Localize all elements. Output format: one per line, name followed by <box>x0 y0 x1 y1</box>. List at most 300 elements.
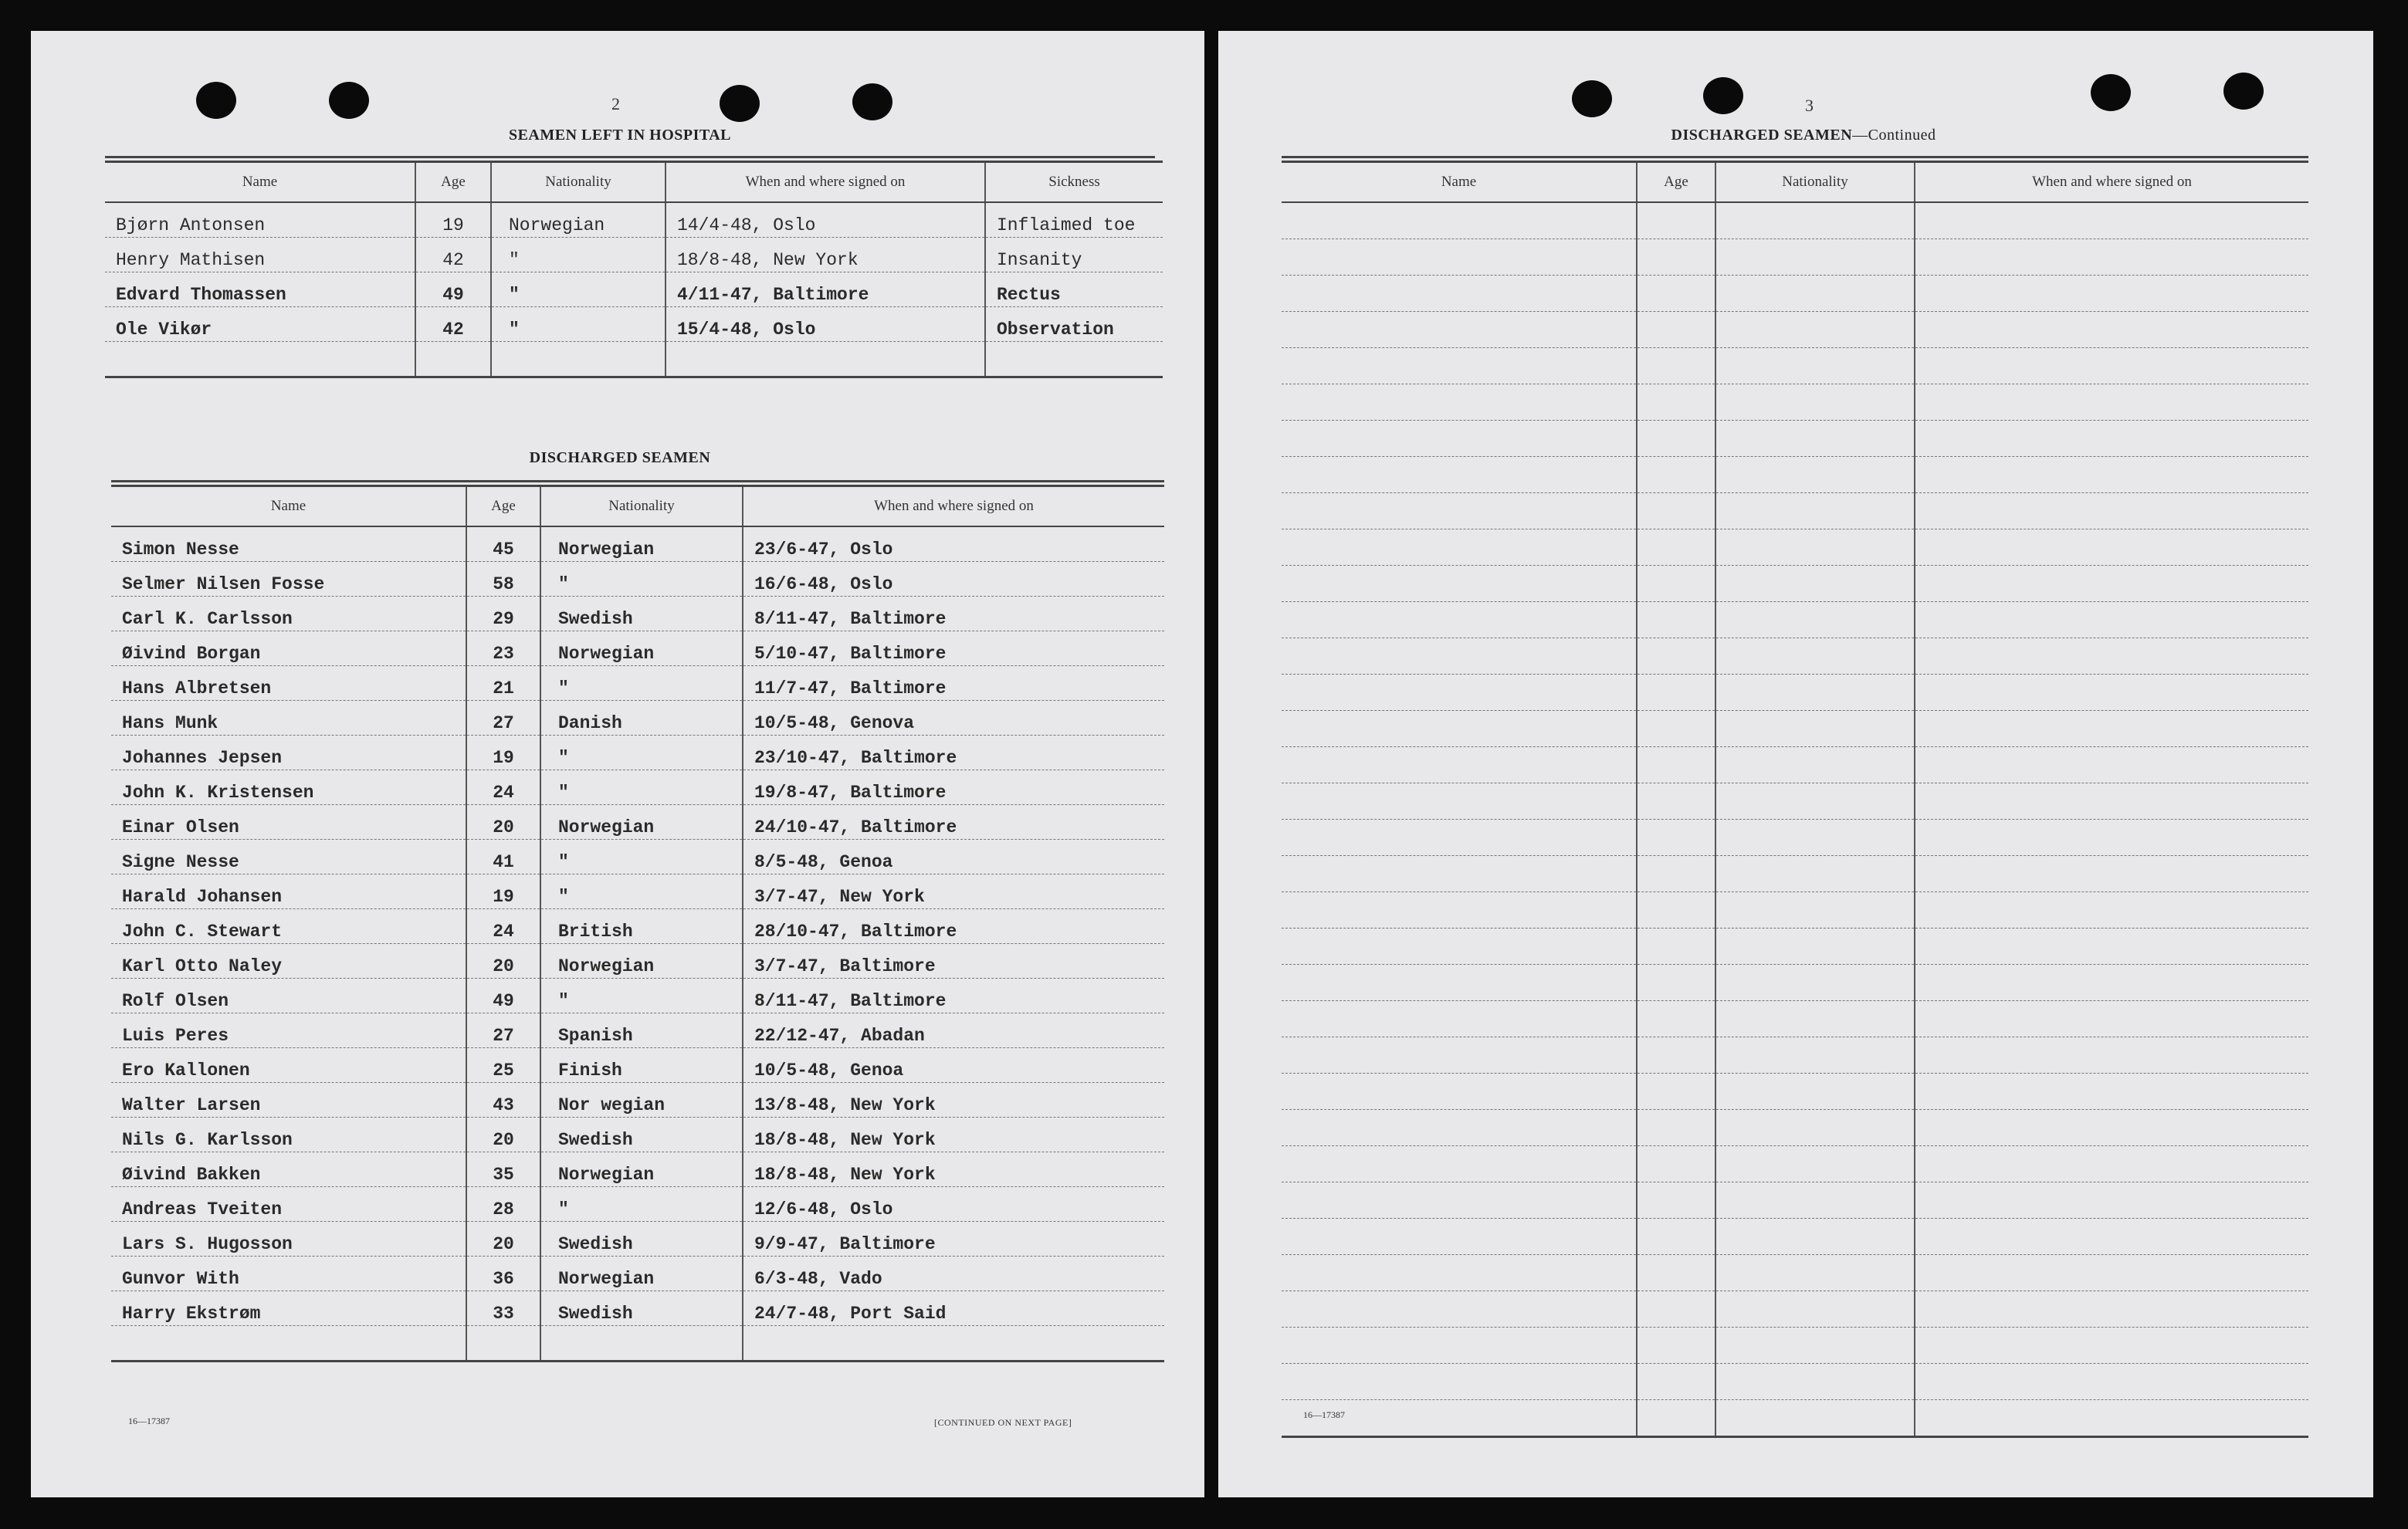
blank-cell <box>1715 1291 1915 1328</box>
page-number: 3 <box>1805 96 1814 115</box>
blank-cell <box>1637 1037 1715 1074</box>
cell-sickness: Inflaimed toe <box>985 202 1163 238</box>
table-row <box>111 1222 1164 1257</box>
blank-cell <box>1915 965 2308 1001</box>
blank-cell <box>1282 892 1637 929</box>
cell-nationality: Swedish <box>540 1291 743 1326</box>
blank-cell <box>1915 384 2308 421</box>
cell-signed: 13/8-48, New York <box>743 1083 1164 1118</box>
cell-age: 27 <box>466 1013 540 1048</box>
blank-cell <box>1915 1255 2308 1291</box>
cell-age: 41 <box>466 840 540 874</box>
table-row <box>111 526 1164 562</box>
blank-cell <box>1715 1328 1915 1364</box>
cell-nationality <box>491 342 666 377</box>
table-row <box>105 342 1163 377</box>
blank-row <box>1282 1255 2308 1291</box>
blank-cell <box>1915 747 2308 783</box>
blank-cell <box>1282 675 1637 711</box>
blank-cell <box>1282 529 1637 566</box>
blank-cell <box>1282 1146 1637 1182</box>
blank-cell <box>1715 276 1915 312</box>
blank-cell <box>1282 348 1637 384</box>
cell-signed: 3/7-47, Baltimore <box>743 944 1164 979</box>
blank-cell <box>1282 239 1637 276</box>
cell-signed: 22/12-47, Abadan <box>743 1013 1164 1048</box>
blank-cell <box>1282 856 1637 892</box>
blank-cell <box>1715 783 1915 820</box>
blank-row <box>1282 348 2308 384</box>
cell-signed: 10/5-48, Genoa <box>743 1048 1164 1083</box>
discharged-table <box>111 485 1164 1362</box>
blank-cell <box>1282 1074 1637 1110</box>
cell-nationality: " <box>491 272 666 307</box>
table-row <box>105 238 1163 272</box>
blank-cell <box>1282 1364 1637 1400</box>
blank-cell <box>1715 239 1915 276</box>
cell-signed: 23/6-47, Oslo <box>743 526 1164 562</box>
blank-row <box>1282 1400 2308 1437</box>
blank-cell <box>1915 348 2308 384</box>
blank-cell <box>1637 1400 1715 1437</box>
discharged-header-row <box>111 486 1164 527</box>
blank-cell <box>1637 348 1715 384</box>
blank-row <box>1282 384 2308 421</box>
cell-nationality: Finish <box>540 1048 743 1083</box>
blank-row <box>1282 892 2308 929</box>
blank-cell <box>1915 421 2308 457</box>
blank-cell <box>1637 783 1715 820</box>
cell-signed: 18/8-48, New York <box>743 1152 1164 1187</box>
table-row <box>111 1013 1164 1048</box>
cell-age: 49 <box>415 272 491 307</box>
cell-signed: 8/5-48, Genoa <box>743 840 1164 874</box>
cell-name: John C. Stewart <box>111 909 466 944</box>
table-row <box>111 770 1164 805</box>
cell-name: Rolf Olsen <box>111 979 466 1013</box>
blank-cell <box>1637 1364 1715 1400</box>
cell-sickness: Insanity <box>985 238 1163 272</box>
cell-name: Edvard Thomassen <box>105 272 415 307</box>
blank-cell <box>1915 929 2308 965</box>
blank-cell <box>1637 457 1715 493</box>
blank-row <box>1282 638 2308 675</box>
blank-cell <box>1915 1400 2308 1437</box>
table-row <box>111 979 1164 1013</box>
blank-row <box>1282 1146 2308 1182</box>
blank-row <box>1282 493 2308 529</box>
blank-cell <box>1915 312 2308 348</box>
cell-name: Øivind Bakken <box>111 1152 466 1187</box>
cell-nationality: " <box>491 307 666 342</box>
cell-nationality: " <box>540 736 743 770</box>
blank-cell <box>1282 638 1637 675</box>
blank-cell <box>1715 929 1915 965</box>
title-rule <box>111 480 1164 482</box>
table-row <box>111 1083 1164 1118</box>
column-header-name: Name <box>105 162 415 203</box>
blank-cell <box>1915 1146 2308 1182</box>
blank-cell <box>1637 1001 1715 1037</box>
column-header-when: When and where signed on <box>743 486 1164 527</box>
cell-sickness <box>985 342 1163 377</box>
blank-cell <box>1915 711 2308 747</box>
cell-signed: 10/5-48, Genova <box>743 701 1164 736</box>
blank-row <box>1282 1001 2308 1037</box>
blank-cell <box>1915 239 2308 276</box>
blank-row <box>1282 1037 2308 1074</box>
column-header-when: When and where signed on <box>666 162 985 203</box>
discharged-section-title: DISCHARGED SEAMEN <box>529 449 711 466</box>
cell-age: 23 <box>466 631 540 666</box>
table-row <box>111 597 1164 631</box>
cell-sickness: Observation <box>985 307 1163 342</box>
punch-hole <box>1703 77 1743 114</box>
continued-note: [CONTINUED ON NEXT PAGE] <box>934 1417 1072 1428</box>
blank-cell <box>1715 312 1915 348</box>
cell-name: Øivind Borgan <box>111 631 466 666</box>
cell-age: 20 <box>466 944 540 979</box>
cell-nationality: " <box>540 770 743 805</box>
cell-nationality: " <box>540 874 743 909</box>
column-header-name: Name <box>111 486 466 527</box>
cell-age: 33 <box>466 1291 540 1326</box>
cell-age: 19 <box>466 874 540 909</box>
cell-name: John K. Kristensen <box>111 770 466 805</box>
page-number: 2 <box>611 94 620 113</box>
blank-cell <box>1637 602 1715 638</box>
cell-age: 42 <box>415 238 491 272</box>
cell-nationality: Nor wegian <box>540 1083 743 1118</box>
blank-cell <box>1282 1001 1637 1037</box>
table-row <box>111 736 1164 770</box>
hospital-table <box>105 161 1163 378</box>
blank-cell <box>1915 1291 2308 1328</box>
column-header-when: When and where signed on <box>1915 162 2308 203</box>
cell-name: Karl Otto Naley <box>111 944 466 979</box>
continued-body <box>1282 202 2308 1437</box>
cell-nationality: " <box>540 840 743 874</box>
table-row <box>111 874 1164 909</box>
blank-cell <box>1637 1219 1715 1255</box>
cell-nationality: Swedish <box>540 597 743 631</box>
cell-age: 29 <box>466 597 540 631</box>
blank-cell <box>1637 1146 1715 1182</box>
cell-age: 35 <box>466 1152 540 1187</box>
punch-hole <box>2091 74 2131 111</box>
punch-hole <box>852 83 892 120</box>
cell-age: 25 <box>466 1048 540 1083</box>
blank-row <box>1282 529 2308 566</box>
blank-cell <box>1915 493 2308 529</box>
cell-signed: 5/10-47, Baltimore <box>743 631 1164 666</box>
cell-nationality: Norwegian <box>491 202 666 238</box>
cell-name: Carl K. Carlsson <box>111 597 466 631</box>
cell-name: Harald Johansen <box>111 874 466 909</box>
blank-cell <box>1715 421 1915 457</box>
cell-signed: 15/4-48, Oslo <box>666 307 985 342</box>
cell-name: Nils G. Karlsson <box>111 1118 466 1152</box>
blank-cell <box>1282 421 1637 457</box>
cell-name: Gunvor With <box>111 1257 466 1291</box>
blank-row <box>1282 747 2308 783</box>
cell-name <box>111 1326 466 1362</box>
cell-nationality: Norwegian <box>540 526 743 562</box>
cell-nationality: Spanish <box>540 1013 743 1048</box>
cell-name: Luis Peres <box>111 1013 466 1048</box>
cell-nationality: Norwegian <box>540 944 743 979</box>
blank-cell <box>1637 1110 1715 1146</box>
cell-nationality: Norwegian <box>540 631 743 666</box>
cell-name: Andreas Tveiten <box>111 1187 466 1222</box>
cell-nationality: " <box>540 1187 743 1222</box>
table-row <box>111 1257 1164 1291</box>
blank-cell <box>1715 384 1915 421</box>
blank-cell <box>1715 1400 1915 1437</box>
cell-age: 45 <box>466 526 540 562</box>
table-row <box>111 1326 1164 1362</box>
table-row <box>111 1118 1164 1152</box>
blank-cell <box>1282 1110 1637 1146</box>
cell-name: Simon Nesse <box>111 526 466 562</box>
cell-name: Henry Mathisen <box>105 238 415 272</box>
blank-row <box>1282 566 2308 602</box>
blank-cell <box>1282 711 1637 747</box>
blank-cell <box>1282 602 1637 638</box>
blank-cell <box>1282 457 1637 493</box>
blank-row <box>1282 312 2308 348</box>
blank-cell <box>1915 1074 2308 1110</box>
continued-header-row <box>1282 162 2308 203</box>
blank-cell <box>1915 638 2308 675</box>
table-row <box>111 1291 1164 1326</box>
blank-cell <box>1715 711 1915 747</box>
punch-hole <box>2223 73 2264 110</box>
cell-nationality: British <box>540 909 743 944</box>
blank-row <box>1282 421 2308 457</box>
cell-signed: 8/11-47, Baltimore <box>743 979 1164 1013</box>
blank-cell <box>1637 1291 1715 1328</box>
hospital-header-row <box>105 162 1163 203</box>
column-header-nationality: Nationality <box>540 486 743 527</box>
cell-signed <box>666 342 985 377</box>
blank-cell <box>1282 1182 1637 1219</box>
column-header-age: Age <box>1637 162 1715 203</box>
blank-cell <box>1715 747 1915 783</box>
blank-cell <box>1715 202 1915 239</box>
blank-cell <box>1915 1328 2308 1364</box>
title-rule <box>1282 156 2308 158</box>
punch-hole <box>196 82 236 119</box>
blank-cell <box>1915 856 2308 892</box>
blank-cell <box>1282 747 1637 783</box>
cell-nationality: Norwegian <box>540 1152 743 1187</box>
punch-hole <box>1572 80 1612 117</box>
blank-cell <box>1637 892 1715 929</box>
cell-signed: 28/10-47, Baltimore <box>743 909 1164 944</box>
blank-cell <box>1715 1037 1915 1074</box>
blank-cell <box>1915 783 2308 820</box>
blank-cell <box>1637 566 1715 602</box>
cell-nationality: Norwegian <box>540 805 743 840</box>
blank-cell <box>1282 929 1637 965</box>
table-row <box>105 272 1163 307</box>
blank-row <box>1282 965 2308 1001</box>
blank-cell <box>1282 384 1637 421</box>
blank-row <box>1282 1364 2308 1400</box>
cell-signed <box>743 1326 1164 1362</box>
blank-cell <box>1715 1110 1915 1146</box>
right-page <box>1218 31 2373 1497</box>
blank-cell <box>1282 566 1637 602</box>
cell-age: 36 <box>466 1257 540 1291</box>
cell-signed: 6/3-48, Vado <box>743 1257 1164 1291</box>
cell-age: 19 <box>466 736 540 770</box>
cell-name: Johannes Jepsen <box>111 736 466 770</box>
cell-signed: 24/7-48, Port Said <box>743 1291 1164 1326</box>
table-row <box>105 307 1163 342</box>
blank-row <box>1282 457 2308 493</box>
table-row <box>111 1187 1164 1222</box>
blank-cell <box>1915 1219 2308 1255</box>
cell-name: Einar Olsen <box>111 805 466 840</box>
blank-cell <box>1637 1328 1715 1364</box>
blank-cell <box>1637 421 1715 457</box>
cell-age: 21 <box>466 666 540 701</box>
form-code: 16—17387 <box>1303 1409 1345 1420</box>
cell-name: Signe Nesse <box>111 840 466 874</box>
blank-cell <box>1282 202 1637 239</box>
cell-nationality: " <box>540 666 743 701</box>
blank-cell <box>1637 239 1715 276</box>
blank-cell <box>1282 783 1637 820</box>
hospital-section-title: SEAMEN LEFT IN HOSPITAL <box>508 127 732 144</box>
cell-name: Ero Kallonen <box>111 1048 466 1083</box>
continued-title-main: DISCHARGED SEAMEN <box>1671 127 1853 144</box>
blank-cell <box>1915 202 2308 239</box>
blank-row <box>1282 820 2308 856</box>
table-row <box>111 666 1164 701</box>
cell-age <box>466 1326 540 1362</box>
blank-cell <box>1715 529 1915 566</box>
blank-cell <box>1637 1255 1715 1291</box>
form-code: 16—17387 <box>128 1416 170 1426</box>
blank-cell <box>1715 820 1915 856</box>
blank-cell <box>1715 856 1915 892</box>
blank-cell <box>1715 1146 1915 1182</box>
table-row <box>105 202 1163 238</box>
continued-table <box>1282 161 2308 1438</box>
blank-row <box>1282 276 2308 312</box>
cell-age: 43 <box>466 1083 540 1118</box>
cell-signed: 16/6-48, Oslo <box>743 562 1164 597</box>
cell-name: Bjørn Antonsen <box>105 202 415 238</box>
blank-cell <box>1915 529 2308 566</box>
cell-name <box>105 342 415 377</box>
cell-age: 27 <box>466 701 540 736</box>
continued-section-title <box>1218 127 2389 144</box>
blank-row <box>1282 239 2308 276</box>
left-page <box>31 31 1204 1497</box>
blank-cell <box>1637 276 1715 312</box>
blank-row <box>1282 1182 2308 1219</box>
blank-cell <box>1637 820 1715 856</box>
cell-name: Harry Ekstrøm <box>111 1291 466 1326</box>
table-row <box>111 909 1164 944</box>
blank-cell <box>1282 1328 1637 1364</box>
cell-nationality: " <box>491 238 666 272</box>
cell-age: 28 <box>466 1187 540 1222</box>
cell-signed: 11/7-47, Baltimore <box>743 666 1164 701</box>
column-header-age: Age <box>466 486 540 527</box>
blank-cell <box>1282 965 1637 1001</box>
cell-age: 42 <box>415 307 491 342</box>
punch-hole <box>720 85 760 122</box>
cell-nationality: Swedish <box>540 1118 743 1152</box>
blank-row <box>1282 1291 2308 1328</box>
blank-cell <box>1637 929 1715 965</box>
cell-age: 19 <box>415 202 491 238</box>
blank-cell <box>1915 1037 2308 1074</box>
blank-cell <box>1637 202 1715 239</box>
cell-name: Lars S. Hugosson <box>111 1222 466 1257</box>
continued-title-suffix: —Continued <box>1852 127 1936 144</box>
blank-cell <box>1715 1364 1915 1400</box>
table-row <box>111 701 1164 736</box>
hospital-body <box>105 202 1163 377</box>
blank-cell <box>1715 892 1915 929</box>
cell-name: Selmer Nilsen Fosse <box>111 562 466 597</box>
cell-age: 24 <box>466 770 540 805</box>
blank-cell <box>1915 820 2308 856</box>
blank-row <box>1282 1074 2308 1110</box>
blank-cell <box>1282 1291 1637 1328</box>
blank-cell <box>1915 1364 2308 1400</box>
cell-age: 49 <box>466 979 540 1013</box>
blank-cell <box>1715 348 1915 384</box>
blank-row <box>1282 929 2308 965</box>
blank-cell <box>1282 1219 1637 1255</box>
cell-nationality: Danish <box>540 701 743 736</box>
cell-signed: 18/8-48, New York <box>743 1118 1164 1152</box>
cell-sickness: Rectus <box>985 272 1163 307</box>
table-row <box>111 1152 1164 1187</box>
column-header-nationality: Nationality <box>491 162 666 203</box>
blank-cell <box>1637 675 1715 711</box>
column-header-nationality: Nationality <box>1715 162 1915 203</box>
blank-cell <box>1715 965 1915 1001</box>
blank-cell <box>1915 566 2308 602</box>
title-rule <box>105 156 1155 158</box>
blank-cell <box>1637 965 1715 1001</box>
cell-age: 24 <box>466 909 540 944</box>
cell-nationality <box>540 1326 743 1362</box>
blank-cell <box>1915 892 2308 929</box>
blank-cell <box>1637 1074 1715 1110</box>
cell-signed: 18/8-48, New York <box>666 238 985 272</box>
table-row <box>111 1048 1164 1083</box>
cell-name: Hans Albretsen <box>111 666 466 701</box>
blank-cell <box>1715 1219 1915 1255</box>
blank-cell <box>1282 493 1637 529</box>
cell-signed: 3/7-47, New York <box>743 874 1164 909</box>
blank-cell <box>1915 276 2308 312</box>
blank-cell <box>1715 457 1915 493</box>
blank-cell <box>1715 1001 1915 1037</box>
cell-name: Walter Larsen <box>111 1083 466 1118</box>
blank-cell <box>1915 457 2308 493</box>
blank-cell <box>1637 1182 1715 1219</box>
